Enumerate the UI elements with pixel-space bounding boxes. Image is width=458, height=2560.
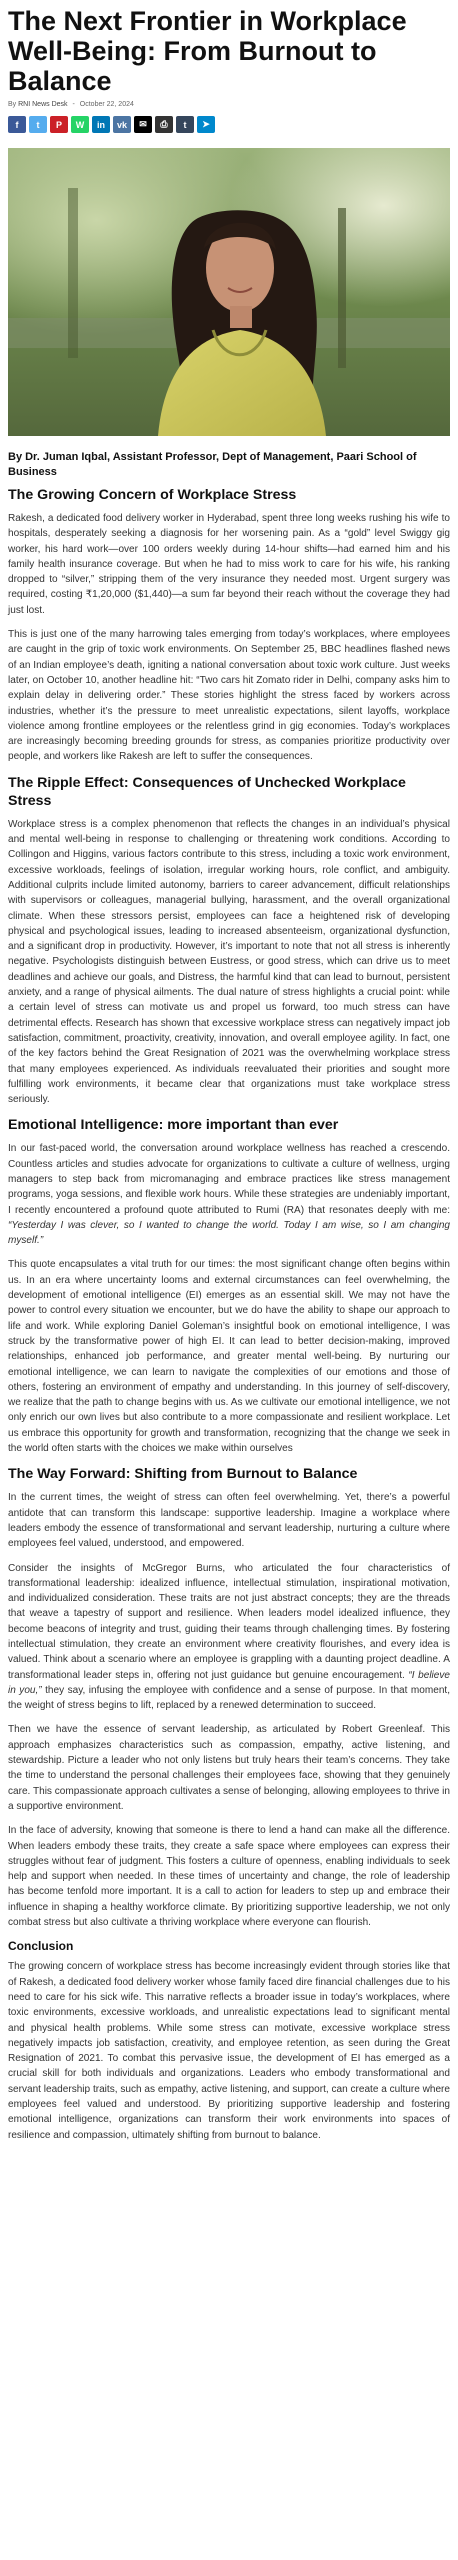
paragraph: In the current times, the weight of stress can often feel overwhelming. Yet, there’s a powerful antidote that can transform this landscape: supportive leadership. Imagine a workplace where leaders embody the essence of transformational and servant leadership, nurturing a culture where employees feel valued, understood, and empowered.	[8, 1492, 450, 1550]
paragraph: In the face of adversity, knowing that someone is there to lend a hand can make all the difference. When leaders embody these traits, they create a safe space where employees can express their struggles without fear of judgment. This fosters a culture of openness, enabling individuals to seek help and support when needed. In these times of uncertainty and change, the role of leadership has become tenfold more important. It is a call to action for leaders to step up and embrace their influence in shaping a healthy workforce climate. By prioritizing supportive leadership, we not only combat stress but also cultivate a thriving workplace where everyone can flourish.	[8, 1825, 450, 1929]
share-linkedin-icon[interactable]: in	[92, 116, 110, 133]
byline-prefix: By	[8, 101, 17, 108]
section-heading: The Way Forward: Shifting from Burnout to Balance	[8, 1466, 358, 1483]
share-telegram-icon[interactable]: ➤	[197, 116, 215, 133]
author-credit: By Dr. Juman Iqbal, Assistant Professor, Dept of Management, Paari School of Business	[8, 451, 417, 478]
section-ripple-effect	[8, 774, 450, 1108]
share-tumblr-icon[interactable]: t	[176, 116, 194, 133]
author-photo	[8, 148, 450, 436]
section-heading: The Ripple Effect: Consequences of Unchecked Workplace Stress	[8, 774, 406, 809]
section-growing-concern	[8, 486, 450, 765]
section-heading: Conclusion	[8, 1939, 74, 1954]
share-whatsapp-icon[interactable]: W	[71, 116, 89, 133]
paragraph-text: they say, infusing the employee with confidence and a sense of purpose. In that moment, the weight of stress begins to lift, replaced by a renewed determination to succeed.	[8, 1684, 450, 1712]
share-pinterest-icon[interactable]: P	[50, 116, 68, 133]
share-twitter-icon[interactable]: t	[29, 116, 47, 133]
section-way-forward	[8, 1465, 450, 1930]
section-heading: The Growing Concern of Workplace Stress	[8, 487, 297, 503]
section-conclusion	[8, 1939, 450, 2143]
paragraph	[8, 1141, 450, 1248]
share-vk-icon[interactable]: vk	[113, 116, 131, 133]
paragraph: Then we have the essence of servant leadership, as articulated by Robert Greenleaf. This approach emphasizes characteristics such as compassion, empathy, active listening, and stewardship. Picture a leader who not only listens but truly hears their team’s concerns. They take the time to understand the personal challenges their employees face, showing that they genuinely care. This compassionate approach cultivates a sense of belonging, allowing employees to thrive in a supportive environment.	[8, 1724, 450, 1812]
paragraph: The growing concern of workplace stress has become increasingly evident through stories like that of Rakesh, a dedicated food delivery worker whose family faced dire financial challenges due to his need to care for his sick wife. This narrative reflects a broader issue in today’s workplaces, where toxic environments, excessive workloads, and unrealistic expectations lead to significant mental and physical health problems. While some stress can motivate, excessive workplace stress negatively impacts job satisfaction, creativity, and employee retention, as seen during the Great Resignation of 2021. To combat this pervasive issue, the development of EI has emerged as a crucial skill for both individuals and organizations. Leaders who embody transformational and servant leadership traits, such as empathy, active listening, and support, can create a culture where employees feel valued and understood. By prioritizing supportive leadership and fostering emotional intelligence, organizations can transform their work environments into spaces of resilience and compassion, ultimately shifting from burnout to balance.	[8, 1961, 450, 2141]
share-bar	[8, 116, 450, 133]
paragraph: Workplace stress is a complex phenomenon that reflects the changes in an individual’s physical and mental well-being in response to challenging or threatening work conditions. According to Collingon and Higgins, various factors contribute to this stress, including a toxic work environment, excessive workloads, feelings of isolation, irregular working hours, role conflict, and ambiguity. Additional culprits include limited autonomy, barriers to career advancement, difficult relationships with supervisors or colleagues, managerial bullying, harassment, and the overall organizational climate. When these stressors persist, employees can face a heightened risk of developing physical and psychological issues, leading to increased absenteeism, organizational dysfunction, and a significant drop in productivity. However, it’s important to note that not all stress is inherently negative. Psychologists distinguish between Eustress, or good stress, which can drive us to meet deadlines and achieve our goals, and Distress, the harmful kind that can lead to burnout, persistent anxiety, and a range of physical ailments. The dual nature of stress highlights a crucial point: while a certain level of stress can motivate us and propel us forward, too much stress can have detrimental effects. Research has shown that excessive workplace stress can negatively impact job satisfaction, commitment, proactivity, creativity, innovation, and overall employee agility. In fact, one of the key factors behind the Great Resignation of 2021 was the overwhelming workplace stress that many employees experienced. As individuals reevaluated their priorities and sought more fulfilling work environments, it became clear that organizations must take workplace stress seriously.	[8, 818, 450, 1106]
leader-quote: “I believe in you,”	[8, 1669, 450, 1696]
hero-image	[8, 148, 450, 436]
share-email-icon[interactable]: ✉	[134, 116, 152, 133]
paragraph-text: Consider the insights of McGregor Burns, who articulated the four characteristics of transformational leadership: idealized influence, intellectual stimulation, inspirational motivation, and individualized consideration. These traits are not just abstract concepts; they are the threads that weave a tapestry of support and resilience. When leaders model idealized influence, they become beacons of integrity and trust, guiding their teams through challenging times. By fostering intellectual stimulation, they create an environment where creativity flourishes, and every idea is valued. Think about a scenario where an employee is grappling with a daunting project deadline. A transformational leader steps in, offering not just guidance but genuine encouragement.	[8, 1562, 450, 1681]
paragraph: Rakesh, a dedicated food delivery worker in Hyderabad, spent three long weeks rushing his wife to hospitals, desperately seeking a diagnosis for her worsening pain. As a “gold” level Swiggy gig worker, his hard work—over 100 orders weekly during 14-hour shifts—had earned him and his family health insurance coverage. But when he had to miss work to care for his wife, his ranking dropped to “silver,” stripping them of the very insurance they needed most. Urgent surgery was required, costing ₹1,20,000 ($1,440)—a sum far beyond their reach without the coverage they had just lost.	[8, 513, 450, 616]
share-facebook-icon[interactable]: f	[8, 116, 26, 133]
rumi-quote: “Yesterday I was clever, so I wanted to change the world. Today I am wise, so I am changing myself.”	[8, 1219, 450, 1247]
byline-author-link[interactable]: RNI News Desk	[18, 101, 68, 108]
section-heading: Emotional Intelligence: more important than ever	[8, 1117, 339, 1134]
section-emotional-intelligence	[8, 1116, 450, 1456]
byline-separator: -	[72, 101, 75, 108]
byline-date: October 22, 2024	[79, 101, 134, 108]
paragraph	[8, 1561, 450, 1714]
article-title: The Next Frontier in Workplace Well-Being: From Burnout to Balance	[8, 6, 407, 96]
byline	[8, 101, 450, 108]
share-print-icon[interactable]: ⎙	[155, 116, 173, 133]
paragraph: This is just one of the many harrowing tales emerging from today’s workplaces, where employees are caught in the grip of toxic work environments. On September 25, BBC headlines flashed news of an Indian employee’s death, igniting a national conversation about toxic work culture. Just weeks later, on October 10, another headline hit: “Two cars hit Zomato rider in Delhi, company asks him to explain delay in delivering order.” These stories highlight the stress faced by workers across industries, whether it’s the pressure to meet unrealistic expectations, silent layoffs, workplace violence among frontline employees or the relentless grind in gig economies. Today’s workplaces are increasingly becoming breeding grounds for stress, as companies prioritize productivity over people, and workers like Rakesh are left to suffer the consequences.	[8, 629, 450, 763]
paragraph: This quote encapsulates a vital truth for our times: the most significant change often begins within us. In an era where uncertainty looms and external circumstances can feel overwhelming, the development of emotional intelligence (EI) emerges as an essential skill. We may not have the power to control every situation we encounter, but we do have the ability to shape our approach to life and work. While exploring Daniel Goleman’s insightful book on emotional intelligence, I was struck by the transformative power of high EI. It can lead to better decision-making, improved relationships, enhanced job performance, and greater mental well-being. By nurturing our emotional intelligence, we can learn to navigate the complexities of our emotions and those of others, fostering an environment of empathy and understanding. In this journey of self-discovery, we realize that the path to change begins with us. As we cultivate our emotional intelligence, we not only enrich our own lives but also contribute to a more compassionate and resilient workplace. Let us embrace this opportunity for growth and transformation, recognizing that the change we seek in the world often starts with the choices we make within ourselves	[8, 1259, 450, 1455]
paragraph-text: In our fast-paced world, the conversation around workplace wellness has reached a crescendo. Countless articles and studies advocate for organizations to cultivate a culture of wellness, urging managers to step back from micromanaging and embrace practices like stress management programs, yoga sessions, and flexible work hours. While these strategies are undeniably important, I recently encountered a profound quote attributed to Rumi (RA) that resonates deeply with me:	[8, 1143, 450, 1216]
